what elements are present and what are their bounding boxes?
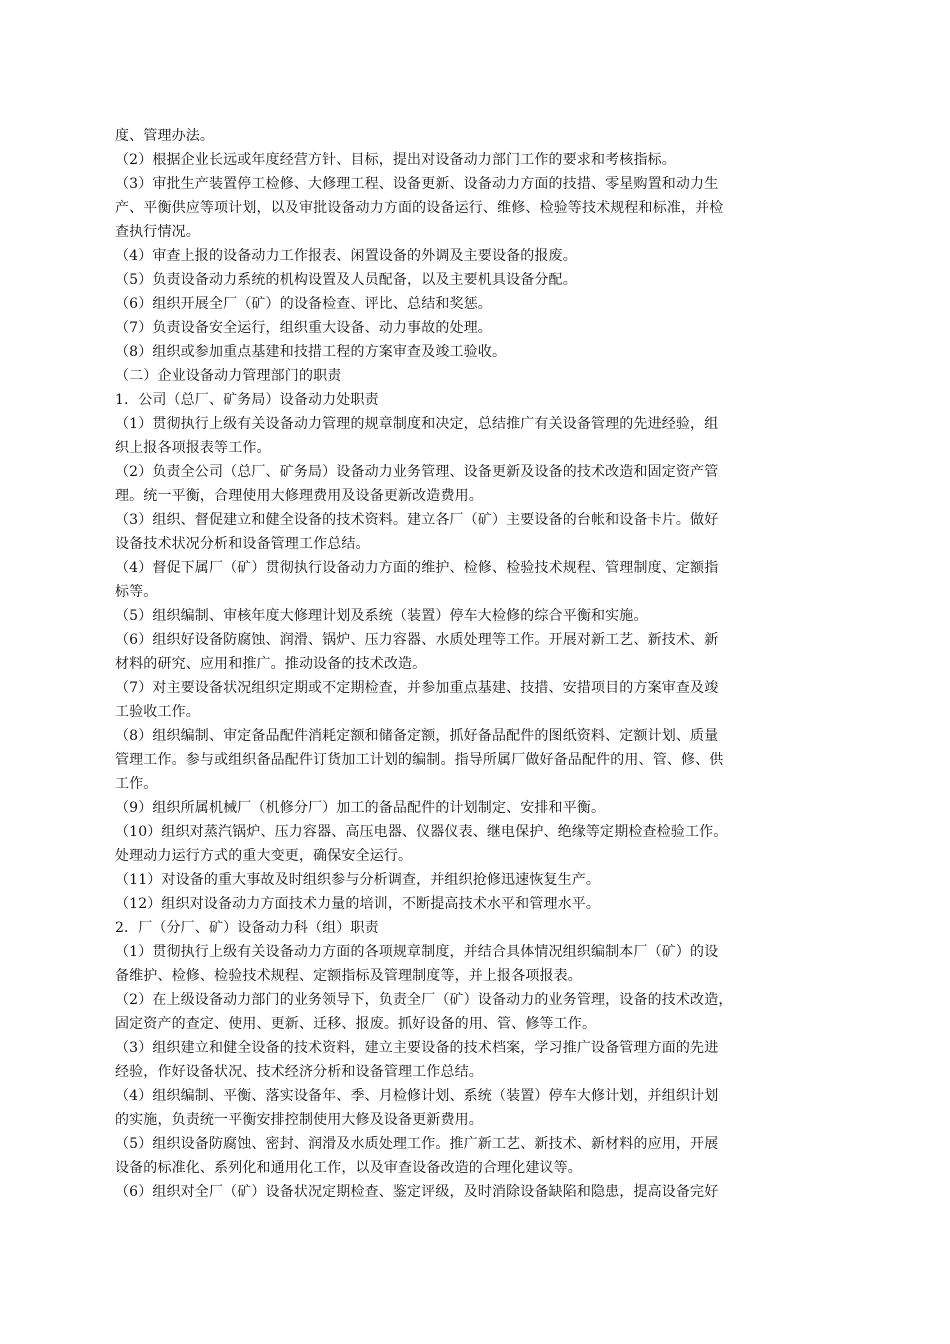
text-line: （2）负责全公司（总厂、矿务局）设备动力业务管理、设备更新及设备的技术改造和固定资产管 (115, 464, 719, 480)
text-line: （6）组织好设备防腐蚀、润滑、锅炉、压力容器、水质处理等工作。开展对新工艺、新技术、新 (115, 632, 719, 648)
document-body (115, 124, 845, 1204)
text-line: 管理工作。参与或组织备品配件订货加工计划的编制。指导所属厂做好备品配件的用、管、修、供 (115, 752, 724, 768)
text-line: （3）审批生产装置停工检修、大修理工程、设备更新、设备动力方面的技措、零星购置和动力生 (115, 176, 719, 192)
text-line: 度、管理办法。 (115, 128, 215, 144)
text-line: 产、平衡供应等项计划，以及审批设备动力方面的设备运行、维修、检验等技术规程和标准，并检 (115, 200, 724, 216)
text-line: 经验，作好设备状况、技术经济分析和设备管理工作总结。 (115, 1064, 483, 1080)
text-line: （11）对设备的重大事故及时组织参与分析调查，并组织抢修迅速恢复生产。 (115, 872, 601, 888)
text-line: 工验收工作。 (115, 704, 200, 720)
text-line: 设备技术状况分析和设备管理工作总结。 (115, 536, 370, 552)
text-line: （8）组织或参加重点基建和技措工程的方案审查及竣工验收。 (115, 344, 507, 360)
text-line: 的实施，负责统一平衡安排控制使用大修及设备更新费用。 (115, 1112, 483, 1128)
text-line: 设备的标准化、系列化和通用化工作，以及审查设备改造的合理化建议等。 (115, 1160, 582, 1176)
text-line: 工作。 (115, 776, 158, 792)
text-line: （5）负责设备动力系统的机构设置及人员配备，以及主要机具设备分配。 (115, 272, 577, 288)
text-line: （12）组织对设备动力方面技术力量的培训，不断提高技术水平和管理水平。 (115, 896, 601, 912)
text-line: 固定资产的查定、使用、更新、迁移、报废。抓好设备的用、管、修等工作。 (115, 1016, 597, 1032)
text-line: （10）组织对蒸汽锅炉、压力容器、高压电器、仪器仪表、继电保护、绝缘等定期检查检验工作。 (115, 824, 728, 840)
text-line: （1）贯彻执行上级有关设备动力方面的各项规章制度，并结合具体情况组织编制本厂（矿）的设 (115, 944, 719, 960)
text-line: （7）对主要设备状况组织定期或不定期检查，并参加重点基建、技措、安措项目的方案审查及竣 (115, 680, 719, 696)
text-line: （9）组织所属机械厂（机修分厂）加工的备品配件的计划制定、安排和平衡。 (115, 800, 606, 816)
text-line: 标等。 (115, 584, 158, 600)
text-line: （4）审查上报的设备动力工作报表、闲置设备的外调及主要设备的报废。 (115, 248, 577, 264)
text-line: （8）组织编制、审定备品配件消耗定额和储备定额，抓好备品配件的图纸资料、定额计划、质量 (115, 728, 719, 744)
text-line: （4）组织编制、平衡、落实设备年、季、月检修计划、系统（装置）停车大修计划，并组织计划 (115, 1088, 719, 1104)
text-line: （5）组织设备防腐蚀、密封、润滑及水质处理工作。推广新工艺、新技术、新材料的应用，开展 (115, 1136, 719, 1152)
text-line: （二）企业设备动力管理部门的职责 (115, 368, 342, 384)
text-line: 处理动力运行方式的重大变更，确保安全运行。 (115, 848, 413, 864)
text-line: 查执行情况。 (115, 224, 200, 240)
text-line: 备维护、检修、检验技术规程、定额指标及管理制度等，并上报各项报表。 (115, 968, 582, 984)
text-line: 2．厂（分厂、矿）设备动力科（组）职责 (115, 920, 379, 936)
text-line: （1）贯彻执行上级有关设备动力管理的规章制度和决定，总结推广有关设备管理的先进经验，组 (115, 416, 719, 432)
text-line: （2）根据企业长远或年度经营方针、目标，提出对设备动力部门工作的要求和考核指标。 (115, 152, 676, 168)
text-line: （3）组织、督促建立和健全设备的技术资料。建立各厂（矿）主要设备的台帐和设备卡片。做好 (115, 512, 719, 528)
text-line: 1．公司（总厂、矿务局）设备动力处职责 (115, 392, 379, 408)
text-line: （2）在上级设备动力部门的业务领导下，负责全厂（矿）设备动力的业务管理，设备的技术改造， (115, 992, 733, 1008)
text-line: （4）督促下属厂（矿）贯彻执行设备动力方面的维护、检修、检验技术规程、管理制度、定额指 (115, 560, 719, 576)
text-line: （6）组织对全厂（矿）设备状况定期检查、鉴定评级，及时消除设备缺陷和隐患，提高设备完好 (115, 1184, 719, 1200)
text-line: （6）组织开展全厂（矿）的设备检查、评比、总结和奖惩。 (115, 296, 492, 312)
text-line: 材料的研究、应用和推广。推动设备的技术改造。 (115, 656, 427, 672)
text-line: 织上报各项报表等工作。 (115, 440, 271, 456)
text-line: （3）组织建立和健全设备的技术资料，建立主要设备的技术档案，学习推广设备管理方面的先进 (115, 1040, 719, 1056)
text-line: （5）组织编制、审核年度大修理计划及系统（装置）停车大检修的综合平衡和实施。 (115, 608, 648, 624)
text-line: 理。统一平衡，合理使用大修理费用及设备更新改造费用。 (115, 488, 483, 504)
text-line: （7）负责设备安全运行，组织重大设备、动力事故的处理。 (115, 320, 492, 336)
